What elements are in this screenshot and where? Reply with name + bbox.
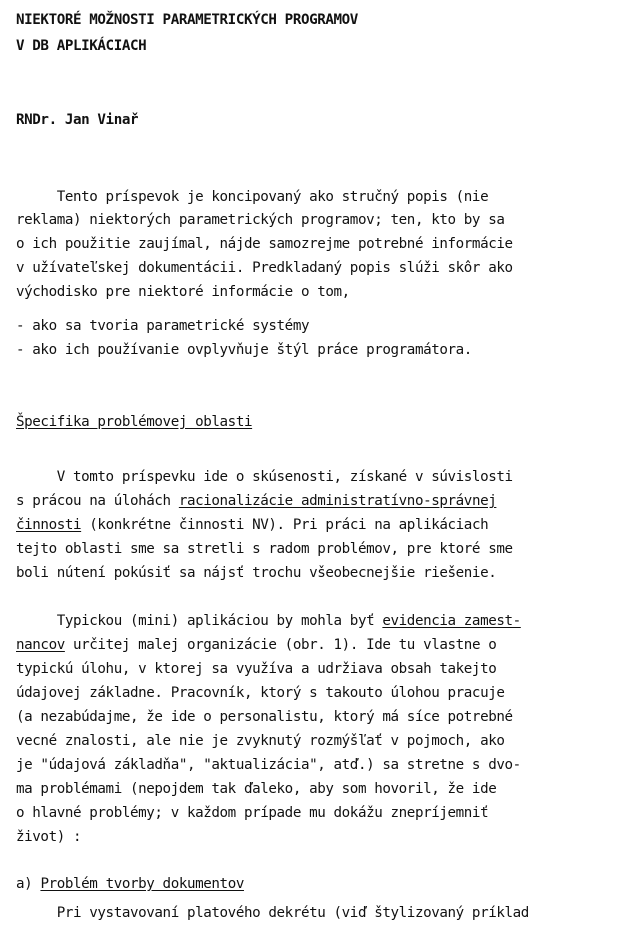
intro-bullet: - ako ich používanie ovplyvňuje štýl práce programátora.: [16, 342, 472, 358]
para2-line: [16, 613, 521, 630]
para2-line: (a nezabúdajme, že ide o personalistu, ktorý má síce potrebné: [16, 709, 513, 725]
para2-line: je "údajová základňa", "aktualizácia", atď.) sa stretne s dvo-: [16, 757, 521, 773]
title-line-1: NIEKTORÉ MOŽNOSTI PARAMETRICKÝCH PROGRAMOV: [16, 12, 358, 28]
para2-line: vecné znalosti, ale nie je zvyknutý rozmýšľať v pojmoch, ako: [16, 733, 505, 749]
title-line-2: V DB APLIKÁCIACH: [16, 38, 147, 54]
para2-underlined: evidencia zamest-: [382, 613, 521, 629]
author: RNDr. Jan Vinař: [16, 112, 139, 128]
para2-text: určitej malej organizácie (obr. 1). Ide tu vlastne o: [64, 637, 497, 653]
intro-bullet: - ako sa tvoria parametrické systémy: [16, 318, 310, 334]
subsection-line: Pri vystavovaní platového dekrétu (viď štylizovaný príklad: [16, 905, 529, 921]
para2-underlined: nancov: [16, 637, 65, 653]
para1-line: [16, 493, 496, 510]
para2-line: život) :: [16, 829, 82, 845]
para1-text: (konkrétne činnosti NV). Pri práci na aplikáciach: [81, 517, 489, 533]
intro-line: východisko pre niektoré informácie o tom,: [16, 284, 350, 300]
para1-line: tejto oblasti sme sa stretli s radom problémov, pre ktoré sme: [16, 541, 513, 557]
para2-line: údajovej základne. Pracovník, ktorý s takouto úlohou pracuje: [16, 685, 505, 701]
para2-line: ma problémami (nepojdem tak ďaleko, aby som hovoril, že ide: [16, 781, 497, 797]
para2-text: Typickou (mini) aplikáciou by mohla byť: [16, 613, 383, 629]
subsection-marker: a): [16, 876, 41, 892]
section-heading: Špecifika problémovej oblasti: [16, 414, 253, 430]
intro-line: o ich použitie zaujímal, nájde samozrejme potrebné informácie: [16, 236, 513, 252]
para1-line: boli nútení pokúsiť sa nájsť trochu všeobecnejšie riešenie.: [16, 565, 497, 581]
para2-line: o hlavné problémy; v každom prípade mu dokážu znepríjemniť: [16, 805, 489, 821]
para1-underlined: racionalizácie administratívno-správnej: [178, 493, 497, 509]
subsection-heading: [16, 876, 244, 893]
para1-underlined: činnosti: [16, 517, 82, 533]
para1-text: s prácou na úlohách: [16, 493, 179, 509]
intro-line: v užívateľskej dokumentácii. Predkladaný popis slúži skôr ako: [16, 260, 513, 276]
para1-line: [16, 517, 488, 534]
subsection-title: Problém tvorby dokumentov: [40, 876, 244, 892]
para2-line: [16, 637, 496, 654]
para1-line: V tomto príspevku ide o skúsenosti, získané v súvislosti: [16, 469, 513, 485]
para2-line: typickú úlohu, v ktorej sa využíva a udržiava obsah takejto: [16, 661, 497, 677]
intro-line: reklama) niektorých parametrických programov; ten, kto by sa: [16, 212, 505, 228]
intro-line: Tento príspevok je koncipovaný ako stručný popis (nie: [16, 189, 489, 205]
